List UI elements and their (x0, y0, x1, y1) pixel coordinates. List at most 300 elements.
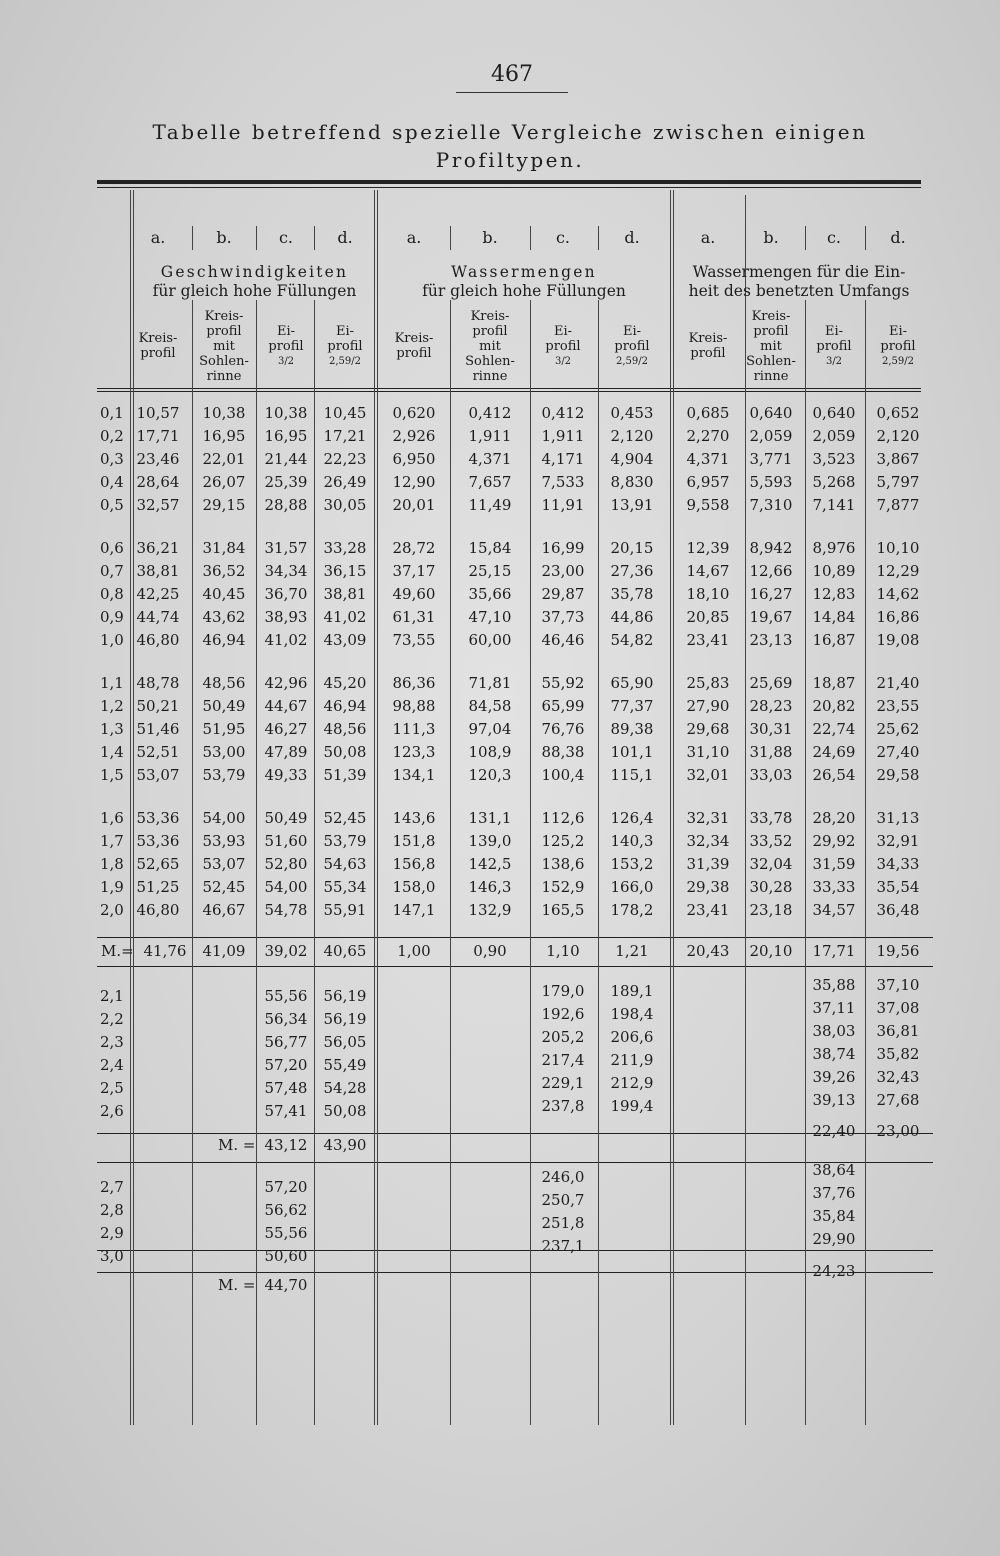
sub-letter-tick (192, 226, 193, 250)
table-cell: 31,88 (749, 743, 793, 761)
column-head-line: Kreis- (470, 308, 510, 324)
table-cell: 35,82 (876, 1045, 920, 1063)
table-cell: 28,88 (264, 496, 308, 514)
table-cell: 120,3 (468, 766, 512, 784)
column-head-line: Ei- (335, 323, 355, 339)
table-cell: 25,39 (264, 473, 308, 491)
column-head-line: 3/2 (277, 355, 295, 367)
table-cell: 46,27 (264, 720, 308, 738)
table-cell: 29,58 (876, 766, 920, 784)
table-cell: 12,29 (876, 562, 920, 580)
table-cell: 134,1 (392, 766, 436, 784)
table-cell: 36,81 (876, 1022, 920, 1040)
group-title (674, 263, 924, 301)
table-cell: 23,00 (541, 562, 585, 580)
table-cell: 211,9 (610, 1051, 654, 1069)
table-cell: 52,65 (136, 855, 180, 873)
table-cell: 229,1 (541, 1074, 585, 1092)
table-cell: 37,08 (876, 999, 920, 1017)
table-cell: 31,59 (812, 855, 856, 873)
table-cell: 212,9 (610, 1074, 654, 1092)
table-cell: 29,38 (686, 878, 730, 896)
column-head-line: profil (614, 338, 650, 354)
table-cell: 48,78 (136, 674, 180, 692)
column-head (679, 306, 737, 386)
table-cell: 46,46 (541, 631, 585, 649)
table-cell: 35,78 (610, 585, 654, 603)
sub-letter: d. (337, 228, 353, 247)
table-cell: 19,67 (749, 608, 793, 626)
table-cell: 2,926 (392, 427, 436, 445)
column-head-line: profil (206, 323, 242, 339)
sub-letter: c. (555, 228, 571, 247)
column-head-line: 2,59/2 (616, 355, 648, 367)
table-cell: 139,0 (468, 832, 512, 850)
table-cell: 18,87 (812, 674, 856, 692)
group-title-line-1: Wassermengen für die Ein- (692, 263, 906, 281)
table-cell: 7,657 (468, 473, 512, 491)
mean-cell: 19,56 (876, 942, 920, 960)
table-cell: 126,4 (610, 809, 654, 827)
group-title-line-2: heit des benetzten Umfangs (688, 282, 910, 300)
row-label: 1,6 (100, 809, 124, 827)
table-cell: 50,60 (264, 1247, 308, 1265)
table-cell: 16,27 (749, 585, 793, 603)
group-title-line-2: für gleich hohe Füllungen (152, 282, 357, 300)
table-cell: 101,1 (610, 743, 654, 761)
table-cell: 38,81 (136, 562, 180, 580)
sub-letter-tick (865, 226, 866, 250)
table-cell: 35,66 (468, 585, 512, 603)
group-title (378, 263, 670, 301)
group-divider-double (377, 190, 378, 1425)
table-cell: 25,83 (686, 674, 730, 692)
table-cell: 250,7 (541, 1191, 585, 1209)
table-cell: 7,310 (749, 496, 793, 514)
table-cell: 48,56 (323, 720, 367, 738)
column-head-line: Kreis- (394, 331, 434, 346)
table-cell: 42,25 (136, 585, 180, 603)
column-head-line: profil (396, 346, 432, 361)
column-head-line: 2,59/2 (329, 355, 361, 367)
row-label: 0,8 (100, 585, 124, 603)
table-cell: 30,05 (323, 496, 367, 514)
row-label: 0,3 (100, 450, 124, 468)
table-cell: 53,07 (136, 766, 180, 784)
table-cell: 166,0 (610, 878, 654, 896)
table-cell: 36,52 (202, 562, 246, 580)
table-cell: 14,84 (812, 608, 856, 626)
row-label: 0,5 (100, 496, 124, 514)
table-cell: 205,2 (541, 1028, 585, 1046)
table-cell: 24,69 (812, 743, 856, 761)
table-cell: 56,19 (323, 987, 367, 1005)
table-cell: 20,15 (610, 539, 654, 557)
column-head (382, 306, 446, 386)
table-cell: 23,18 (749, 901, 793, 919)
mean-cell: 20,10 (749, 942, 793, 960)
row-label: 0,2 (100, 427, 124, 445)
table-cell: 246,0 (541, 1168, 585, 1186)
table-cell: 0,453 (610, 404, 654, 422)
table-cell: 65,90 (610, 674, 654, 692)
column-head-line: Kreis- (138, 331, 178, 346)
table-cell: 0,412 (541, 404, 585, 422)
table-cell: 29,90 (812, 1230, 856, 1248)
row-label: 0,4 (100, 473, 124, 491)
column-head (869, 306, 927, 386)
table-cell: 53,79 (202, 766, 246, 784)
table-cell: 53,93 (202, 832, 246, 850)
table-cell: 22,23 (323, 450, 367, 468)
table-cell: 6,957 (686, 473, 730, 491)
table-cell: 46,80 (136, 901, 180, 919)
table-cell: 28,23 (749, 697, 793, 715)
sub-letter-tick (805, 226, 806, 250)
table-cell: 10,38 (202, 404, 246, 422)
table-cell: 26,54 (812, 766, 856, 784)
table-cell: 31,39 (686, 855, 730, 873)
table-cell: 2,059 (749, 427, 793, 445)
column-head (806, 306, 862, 386)
mean-cell: 44,70 (264, 1276, 308, 1294)
sub-letter-tick (450, 226, 451, 250)
table-cell: 32,04 (749, 855, 793, 873)
table-cell: 44,67 (264, 697, 308, 715)
row-label: 1,4 (100, 743, 124, 761)
table-cell: 0,620 (392, 404, 436, 422)
mean1-top-rule (97, 937, 933, 938)
table-cell: 4,371 (468, 450, 512, 468)
table-cell: 111,3 (392, 720, 436, 738)
mean-cell: 22,40 (812, 1122, 856, 1140)
table-cell: 51,60 (264, 832, 308, 850)
table-cell: 115,1 (610, 766, 654, 784)
table-cell: 25,62 (876, 720, 920, 738)
column-head-line: profil (880, 338, 916, 354)
group-title (135, 263, 374, 301)
table-cell: 56,62 (264, 1201, 308, 1219)
column-divider (598, 300, 599, 1425)
table-cell: 50,21 (136, 697, 180, 715)
row-label: 2,5 (100, 1079, 124, 1097)
table-cell: 143,6 (392, 809, 436, 827)
sub-letter-tick (314, 226, 315, 250)
table-cell: 17,21 (323, 427, 367, 445)
column-head (129, 306, 187, 386)
table-cell: 34,34 (264, 562, 308, 580)
table-cell: 138,6 (541, 855, 585, 873)
table-cell: 50,08 (323, 1102, 367, 1120)
table-cell: 33,52 (749, 832, 793, 850)
group-title-line-1: Geschwindigkeiten (160, 263, 349, 281)
table-cell: 35,54 (876, 878, 920, 896)
mean-cell: 24,23 (812, 1262, 856, 1280)
table-cell: 52,45 (202, 878, 246, 896)
table-cell: 3,523 (812, 450, 856, 468)
table-cell: 38,64 (812, 1161, 856, 1179)
row-header-label (68, 140, 90, 300)
table-cell: 56,05 (323, 1033, 367, 1051)
table-cell: 21,40 (876, 674, 920, 692)
table-cell: 33,33 (812, 878, 856, 896)
table-cell: 84,58 (468, 697, 512, 715)
row-label: 1,3 (100, 720, 124, 738)
table-cell: 27,68 (876, 1091, 920, 1109)
table-cell: 55,92 (541, 674, 585, 692)
table-title-line-1: Tabelle betreffend spezielle Vergleiche zwischen einigen (152, 120, 868, 144)
table-cell: 7,141 (812, 496, 856, 514)
table-cell: 44,86 (610, 608, 654, 626)
table-cell: 54,00 (202, 809, 246, 827)
table-cell: 178,2 (610, 901, 654, 919)
table-cell: 0,412 (468, 404, 512, 422)
table-cell: 53,07 (202, 855, 246, 873)
table-cell: 36,21 (136, 539, 180, 557)
table-cell: 38,03 (812, 1022, 856, 1040)
table-cell: 125,2 (541, 832, 585, 850)
table-cell: 31,57 (264, 539, 308, 557)
row-label: 2,8 (100, 1201, 124, 1219)
table-cell: 49,33 (264, 766, 308, 784)
sub-letter: a. (150, 228, 166, 247)
table-cell: 8,942 (749, 539, 793, 557)
table-cell: 53,36 (136, 832, 180, 850)
table-cell: 54,82 (610, 631, 654, 649)
table-cell: 23,41 (686, 901, 730, 919)
page-number-rule (456, 92, 568, 93)
table-cell: 25,15 (468, 562, 512, 580)
table-cell: 10,10 (876, 539, 920, 557)
table-cell: 11,91 (541, 496, 585, 514)
table-cell: 44,74 (136, 608, 180, 626)
table-cell: 53,79 (323, 832, 367, 850)
table-cell: 89,38 (610, 720, 654, 738)
table-cell: 52,45 (323, 809, 367, 827)
table-cell: 43,62 (202, 608, 246, 626)
table-cell: 46,94 (323, 697, 367, 715)
table-cell: 123,3 (392, 743, 436, 761)
table-cell: 12,90 (392, 473, 436, 491)
table-cell: 30,31 (749, 720, 793, 738)
top-heavy-rule (97, 180, 921, 184)
column-head-line: profil (753, 323, 789, 339)
table-cell: 61,31 (392, 608, 436, 626)
table-cell: 20,85 (686, 608, 730, 626)
mean-cell: 41,76 (143, 942, 187, 960)
table-cell: 14,62 (876, 585, 920, 603)
table-cell: 65,99 (541, 697, 585, 715)
table-cell: 31,84 (202, 539, 246, 557)
table-cell: 7,533 (541, 473, 585, 491)
table-cell: 29,92 (812, 832, 856, 850)
table-cell: 156,8 (392, 855, 436, 873)
column-head-line: Kreis- (751, 308, 791, 324)
table-cell: 33,78 (749, 809, 793, 827)
table-cell: 152,9 (541, 878, 585, 896)
column-head-line: profil (268, 338, 304, 354)
table-cell: 36,15 (323, 562, 367, 580)
table-cell: 32,43 (876, 1068, 920, 1086)
table-cell: 7,877 (876, 496, 920, 514)
table-cell: 3,867 (876, 450, 920, 468)
mean-cell: 43,12 (264, 1136, 308, 1154)
table-cell: 15,84 (468, 539, 512, 557)
table-cell: 32,91 (876, 832, 920, 850)
column-head-line: rinne (753, 368, 789, 384)
table-title-line-2: Profiltypen. (435, 148, 585, 172)
row-label: 0,6 (100, 539, 124, 557)
table-cell: 16,99 (541, 539, 585, 557)
table-cell: 199,4 (610, 1097, 654, 1115)
table-cell: 34,33 (876, 855, 920, 873)
table-cell: 27,40 (876, 743, 920, 761)
table-cell: 45,20 (323, 674, 367, 692)
table-cell: 142,5 (468, 855, 512, 873)
table-cell: 206,6 (610, 1028, 654, 1046)
table-cell: 0,640 (812, 404, 856, 422)
table-cell: 5,593 (749, 473, 793, 491)
table-cell: 14,67 (686, 562, 730, 580)
column-head (260, 306, 312, 386)
table-cell: 32,31 (686, 809, 730, 827)
table-cell: 54,63 (323, 855, 367, 873)
column-head-line: Ei- (553, 323, 573, 339)
table-cell: 22,01 (202, 450, 246, 468)
table-cell: 53,36 (136, 809, 180, 827)
table-cell: 57,20 (264, 1056, 308, 1074)
table-cell: 38,93 (264, 608, 308, 626)
row-label: 0,1 (100, 404, 124, 422)
column-head-line: Sohlen- (199, 353, 249, 369)
mean-cell: 1,00 (397, 942, 431, 960)
sub-letter: b. (482, 228, 498, 247)
row-label: 1,9 (100, 878, 124, 896)
table-cell: 31,13 (876, 809, 920, 827)
table-cell: 50,08 (323, 743, 367, 761)
table-cell: 17,71 (136, 427, 180, 445)
column-head-line: Ei- (888, 323, 908, 339)
table-cell: 165,5 (541, 901, 585, 919)
table-cell: 48,56 (202, 674, 246, 692)
table-cell: 86,36 (392, 674, 436, 692)
table-cell: 36,48 (876, 901, 920, 919)
table-cell: 71,81 (468, 674, 512, 692)
column-head-line: 3/2 (554, 355, 572, 367)
table-cell: 151,8 (392, 832, 436, 850)
column-head-line: Sohlen- (746, 353, 796, 369)
row-label: 2,4 (100, 1056, 124, 1074)
table-cell: 56,19 (323, 1010, 367, 1028)
sub-letter-tick (256, 226, 257, 250)
table-cell: 131,1 (468, 809, 512, 827)
table-cell: 16,95 (202, 427, 246, 445)
sub-letter-tick (530, 226, 531, 250)
table-cell: 57,48 (264, 1079, 308, 1097)
column-head (316, 306, 374, 386)
mean-cell: 20,43 (686, 942, 730, 960)
table-cell: 9,558 (686, 496, 730, 514)
table-cell: 16,86 (876, 608, 920, 626)
row-label: 1,1 (100, 674, 124, 692)
table-cell: 41,02 (264, 631, 308, 649)
table-cell: 198,4 (610, 1005, 654, 1023)
column-head-line: profil (545, 338, 581, 354)
row-label: 2,0 (100, 901, 124, 919)
column-head-line: profil (472, 323, 508, 339)
table-cell: 29,87 (541, 585, 585, 603)
column-head-line: Ei- (824, 323, 844, 339)
table-cell: 153,2 (610, 855, 654, 873)
table-cell: 23,46 (136, 450, 180, 468)
table-cell: 40,45 (202, 585, 246, 603)
table-cell: 12,39 (686, 539, 730, 557)
table-cell: 56,34 (264, 1010, 308, 1028)
table-cell: 52,51 (136, 743, 180, 761)
table-cell: 98,88 (392, 697, 436, 715)
table-cell: 55,49 (323, 1056, 367, 1074)
table-cell: 34,57 (812, 901, 856, 919)
table-cell: 57,41 (264, 1102, 308, 1120)
column-head-line: profil (690, 346, 726, 361)
column-head (195, 306, 253, 386)
table-cell: 50,49 (264, 809, 308, 827)
header-bottom-rule (97, 388, 921, 389)
mean-row-label: M. = (218, 1276, 256, 1294)
column-head (600, 306, 664, 386)
table-cell: 12,66 (749, 562, 793, 580)
table-cell: 28,72 (392, 539, 436, 557)
table-cell: 26,49 (323, 473, 367, 491)
table-cell: 37,11 (812, 999, 856, 1017)
table-cell: 112,6 (541, 809, 585, 827)
table-cell: 77,37 (610, 697, 654, 715)
table-cell: 21,44 (264, 450, 308, 468)
table-cell: 33,03 (749, 766, 793, 784)
table-cell: 47,10 (468, 608, 512, 626)
sub-letter: a. (406, 228, 422, 247)
table-cell: 11,49 (468, 496, 512, 514)
table-cell: 32,01 (686, 766, 730, 784)
table-cell: 1,911 (541, 427, 585, 445)
table-cell: 28,20 (812, 809, 856, 827)
mean-cell: 39,02 (264, 942, 308, 960)
table-cell: 12,83 (812, 585, 856, 603)
column-head-line: Ei- (622, 323, 642, 339)
page-number: 467 (491, 62, 533, 87)
table-cell: 35,88 (812, 976, 856, 994)
mean-cell: 0,90 (473, 942, 507, 960)
sub-letter: d. (890, 228, 906, 247)
mean3-top-rule (97, 1250, 933, 1251)
sub-letter: d. (624, 228, 640, 247)
table-cell: 46,94 (202, 631, 246, 649)
header-bottom-rule-2 (97, 391, 921, 392)
sub-letter-tick (598, 226, 599, 250)
column-head-line: Ei- (276, 323, 296, 339)
column-head-line: mit (213, 338, 235, 354)
table-cell: 32,34 (686, 832, 730, 850)
table-cell: 25,69 (749, 674, 793, 692)
row-label: 1,8 (100, 855, 124, 873)
sub-letter: a. (700, 228, 716, 247)
table-cell: 22,74 (812, 720, 856, 738)
column-head-line: rinne (206, 368, 242, 384)
table-cell: 0,640 (749, 404, 793, 422)
table-cell: 18,10 (686, 585, 730, 603)
mean-cell: 23,00 (876, 1122, 920, 1140)
table-cell: 37,10 (876, 976, 920, 994)
